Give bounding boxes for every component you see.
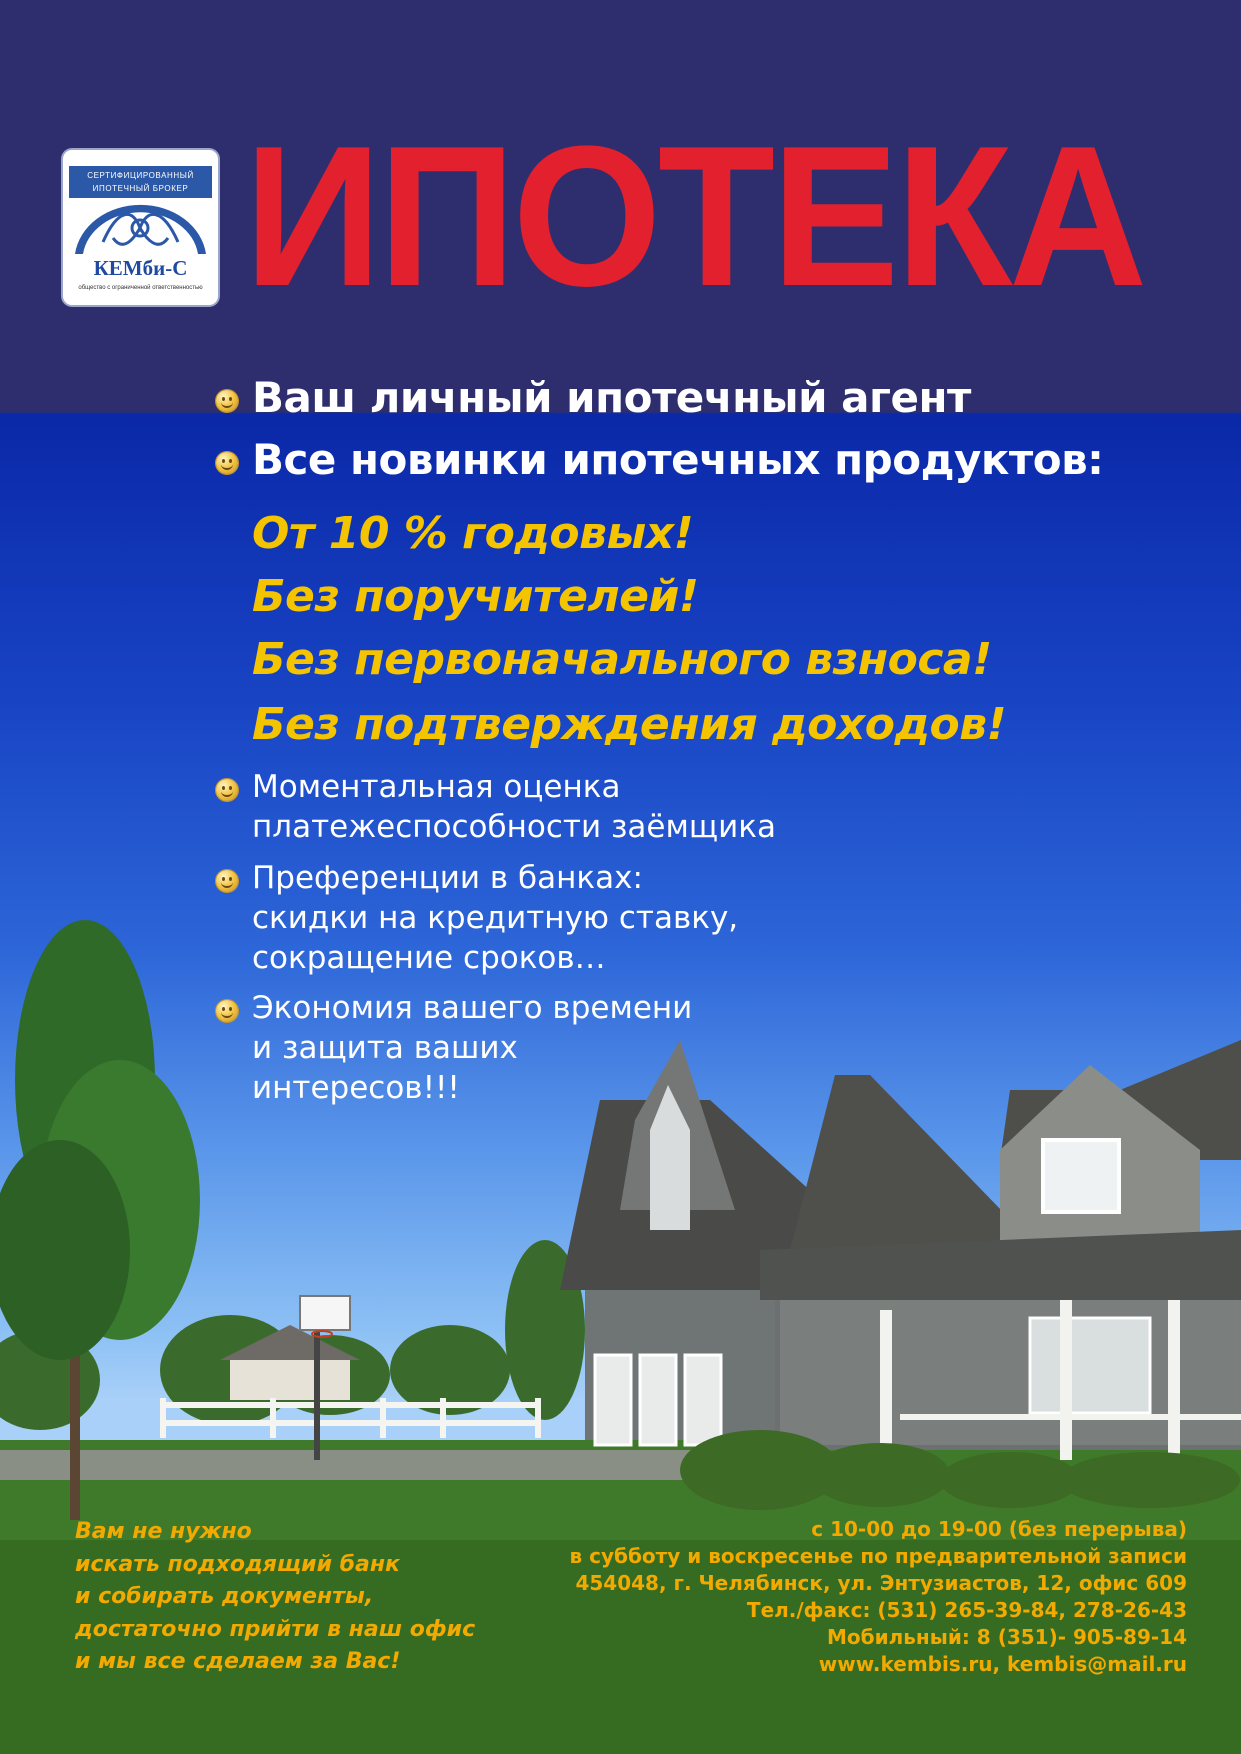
logo-certified-label: [69, 166, 212, 198]
offer-line-4: Без подтверждения доходов!: [252, 699, 1007, 750]
slogan-line-3: и собирать документы,: [75, 1584, 374, 1609]
offer-line-3: Без первоначального взноса!: [252, 634, 992, 685]
poster-title: ИПОТЕКА: [244, 105, 1144, 328]
slogan-line-2: искать подходящий банк: [75, 1551, 400, 1577]
feature-3-line-1: Экономия вашего времени: [252, 990, 693, 1026]
smiley-bullet-icon: [216, 779, 238, 801]
logo-line-1: СЕРТИФИЦИРОВАННЫЙ: [87, 171, 194, 180]
feature-2-line-3: сокращение сроков…: [252, 940, 606, 976]
feature-1-line-2: платежеспособности заёмщика: [252, 809, 776, 845]
feature-2: [252, 858, 738, 978]
feature-3-line-3: интересов!!!: [252, 1070, 460, 1106]
smiley-bullet-icon: [216, 870, 238, 892]
slogan-line-1: Вам не нужно: [75, 1519, 252, 1544]
phone-fax: Тел./факс: (531) 265-39-84, 278-26-43: [746, 1598, 1187, 1622]
company-logo: [63, 150, 218, 305]
feature-3: [252, 988, 692, 1108]
smiley-bullet-icon: [216, 452, 238, 474]
feature-2-line-1: Преференции в банках:: [252, 860, 643, 896]
offer-line-2: Без поручителей!: [252, 571, 699, 622]
feature-2-line-2: скидки на кредитную ставку,: [252, 900, 739, 936]
feature-1: [252, 767, 776, 847]
mobile-phone: Мобильный: 8 (351)- 905-89-14: [827, 1625, 1187, 1649]
feature-1-line-1: Моментальная оценка: [252, 769, 621, 805]
headline-bullet-2: Все новинки ипотечных продуктов:: [252, 435, 1104, 484]
logo-emblem-icon: [63, 198, 218, 256]
weekend-note: в субботу и воскресенье по предварительной записи: [569, 1544, 1187, 1568]
slogan-line-4: достаточно прийти в наш офис: [75, 1616, 476, 1642]
bottom-left-slogan: [75, 1516, 475, 1679]
logo-subtitle: общество с ограниченной ответственностью: [78, 285, 203, 291]
slogan-line-5: и мы все сделаем за Вас!: [75, 1649, 401, 1674]
logo-company-name: КЕМби-С: [93, 256, 188, 280]
feature-3-line-2: и защита ваших: [252, 1030, 518, 1066]
offer-line-1: От 10 % годовых!: [252, 508, 694, 559]
logo-line-2: ИПОТЕЧНЫЙ БРОКЕР: [92, 184, 189, 193]
contact-block: [569, 1516, 1187, 1678]
office-address: 454048, г. Челябинск, ул. Энтузиастов, 12, офис 609: [575, 1571, 1187, 1595]
road: [0, 1450, 760, 1480]
smiley-bullet-icon: [216, 1000, 238, 1022]
smiley-bullet-icon: [216, 390, 238, 412]
website-email[interactable]: www.kembis.ru, kembis@mail.ru: [818, 1652, 1187, 1676]
tree: [0, 920, 200, 1520]
headline-bullet-1: Ваш личный ипотечный агент: [252, 373, 971, 422]
office-hours: с 10-00 до 19-00 (без перерыва): [811, 1517, 1187, 1541]
